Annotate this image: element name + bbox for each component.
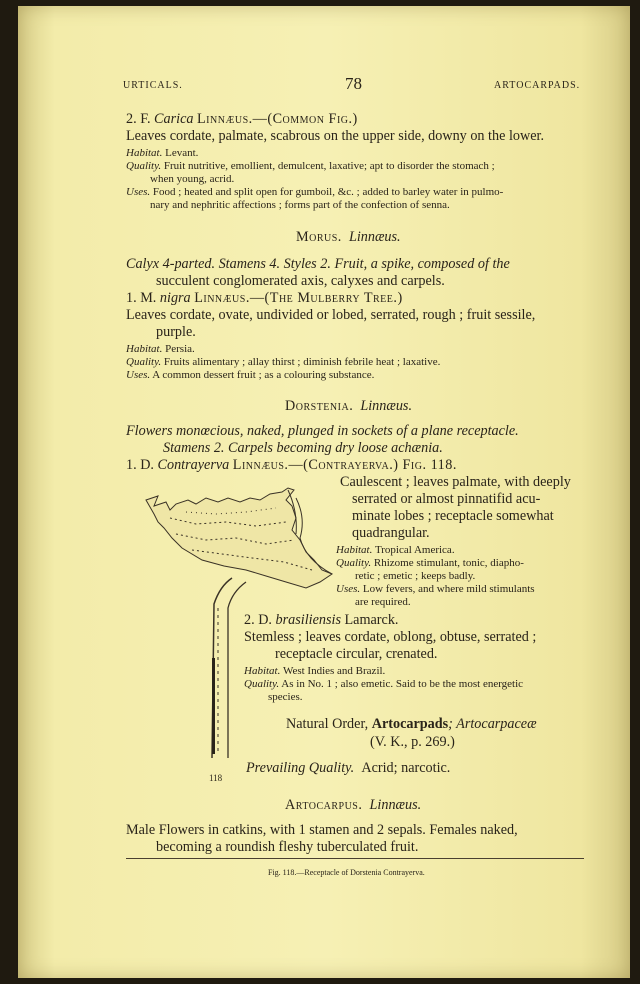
label: Quality. <box>336 557 372 569</box>
value: As in No. 1 ; also emetic. Said to be the most energetic <box>281 678 524 690</box>
morus-characters: Calyx 4-parted. Stamens 4. Styles 2. Fruit, a spike, composed of the <box>126 256 510 272</box>
entry-number: 1. M. <box>126 290 157 306</box>
value: Acrid; narcotic. <box>361 760 451 776</box>
brasiliensis-description-cont: receptacle circular, crenated. <box>275 646 438 662</box>
fig-uses <box>126 186 503 199</box>
dorstenia-habitat <box>336 544 455 557</box>
running-head-left: URTICALS. <box>123 80 183 91</box>
order-reference: (V. K., p. 269.) <box>370 734 455 750</box>
genus: Artocarpus. <box>285 797 363 813</box>
dorstenia-characters: Flowers monœcious, naked, plunged in sockets of a plane receptacle. <box>126 423 519 439</box>
order-prefix: Natural Order, <box>286 716 369 732</box>
dorstenia-uses <box>336 583 535 596</box>
fig-species-line <box>126 111 358 128</box>
order-latin-name: ; Artocarpaceæ <box>448 716 537 732</box>
morus-description: Leaves cordate, ovate, undivided or lobed, serrated, rough ; fruit sessile, <box>126 307 536 323</box>
label: Uses. <box>336 583 361 595</box>
morus-characters-cont: succulent conglomerated axis, calyxes and carpels. <box>156 273 445 289</box>
genus: Morus. <box>296 229 342 245</box>
species-authority: Linnæus.—(Common Fig.) <box>197 111 358 127</box>
brasiliensis-description: Stemless ; leaves cordate, oblong, obtuse, serrated ; <box>244 629 537 645</box>
fig-quality <box>126 160 495 173</box>
authority: Linnæus. <box>348 229 401 245</box>
species-name: Carica <box>154 111 194 127</box>
species-authority: Linnæus.—(Contrayerva.) Fig. 118. <box>232 457 457 473</box>
morus-species-line <box>126 290 403 307</box>
figure-caption: Fig. 118.—Receptacle of Dorstenia Contrayerva. <box>268 868 425 877</box>
artocarpus-heading <box>285 797 421 814</box>
dorstenia-uses-cont: are required. <box>355 596 411 608</box>
dorstenia-desc-2: serrated or almost pinnatifid acu- <box>352 491 541 507</box>
species-authority: Lamarck. <box>344 612 399 628</box>
species-authority: Linnæus.—(The Mulberry Tree.) <box>194 290 403 306</box>
species-name: brasiliensis <box>275 612 341 628</box>
artocarpus-characters-cont: becoming a roundish fleshy tuberculated fruit. <box>156 839 419 855</box>
dorstenia-desc-4: quadrangular. <box>352 525 430 541</box>
running-head-right: ARTOCARPADS. <box>494 80 581 91</box>
fig-description: Leaves cordate, palmate, scabrous on the upper side, downy on the lower. <box>126 128 545 144</box>
value: Rhizome stimulant, tonic, diapho- <box>373 557 524 569</box>
label: Quality. <box>244 678 280 690</box>
value: Persia. <box>165 343 195 355</box>
dorstenia-heading <box>285 398 412 415</box>
morus-habitat <box>126 343 195 356</box>
authority: Linnæus. <box>369 797 422 813</box>
dorstenia-quality <box>336 557 524 570</box>
order-name-blackletter: Artocarpads <box>371 716 449 732</box>
morus-heading <box>296 229 401 246</box>
label: Habitat. <box>126 343 163 355</box>
dorstenia-characters-cont: Stamens 2. Carpels becoming dry loose achænia. <box>163 440 443 456</box>
value: A common dessert fruit ; as a colouring substance. <box>152 369 375 381</box>
dorstenia-quality-cont: retic ; emetic ; keeps badly. <box>355 570 476 582</box>
footnote-rule <box>126 858 584 859</box>
page-number: 78 <box>345 74 362 93</box>
genus: Dorstenia. <box>285 398 354 414</box>
label: Quality. <box>126 160 162 172</box>
species-name: Contrayerva <box>157 457 230 473</box>
label: Habitat. <box>336 544 373 556</box>
dorstenia-desc-1: Caulescent ; leaves palmate, with deeply <box>340 474 571 490</box>
receptacle-illustration <box>136 478 342 768</box>
label: Quality. <box>126 356 162 368</box>
entry-number: 1. D. <box>126 457 154 473</box>
morus-description-cont: purple. <box>156 324 196 340</box>
label: Uses. <box>126 369 151 381</box>
value: Low fevers, and where mild stimulants <box>362 583 535 595</box>
value: Food ; heated and split open for gumboil, &c. ; added to barley water in pulmo- <box>152 186 504 198</box>
value: West Indies and Brazil. <box>282 665 386 677</box>
value: Fruit nutritive, emollient, demulcent, laxative; apt to disorder the stomach ; <box>163 160 495 172</box>
entry-number: 2. F. <box>126 111 151 127</box>
fig-uses-cont: nary and nephritic affections ; forms part of the confection of senna. <box>150 199 450 211</box>
value: Fruits alimentary ; allay thirst ; diminish febrile heat ; laxative. <box>163 356 441 368</box>
authority: Linnæus. <box>360 398 412 414</box>
artocarpus-characters: Male Flowers in catkins, with 1 stamen and 2 sepals. Females naked, <box>126 822 518 838</box>
figure-number: 118 <box>209 773 223 783</box>
dorstenia-desc-3: minate lobes ; receptacle somewhat <box>352 508 554 524</box>
species-name: nigra <box>159 290 191 306</box>
brasiliensis-quality-cont: species. <box>268 691 303 703</box>
fig-habitat <box>126 147 198 160</box>
value: Levant. <box>165 147 199 159</box>
morus-uses <box>126 369 374 382</box>
label: Habitat. <box>126 147 163 159</box>
dorstenia-species-line <box>126 457 457 474</box>
value: Tropical America. <box>374 544 455 556</box>
morus-quality <box>126 356 440 369</box>
label: Uses. <box>126 186 151 198</box>
label: Habitat. <box>244 665 281 677</box>
label: Prevailing Quality. <box>246 760 355 776</box>
entry-number: 2. D. <box>244 612 272 628</box>
fig-quality-cont: when young, acrid. <box>150 173 235 185</box>
